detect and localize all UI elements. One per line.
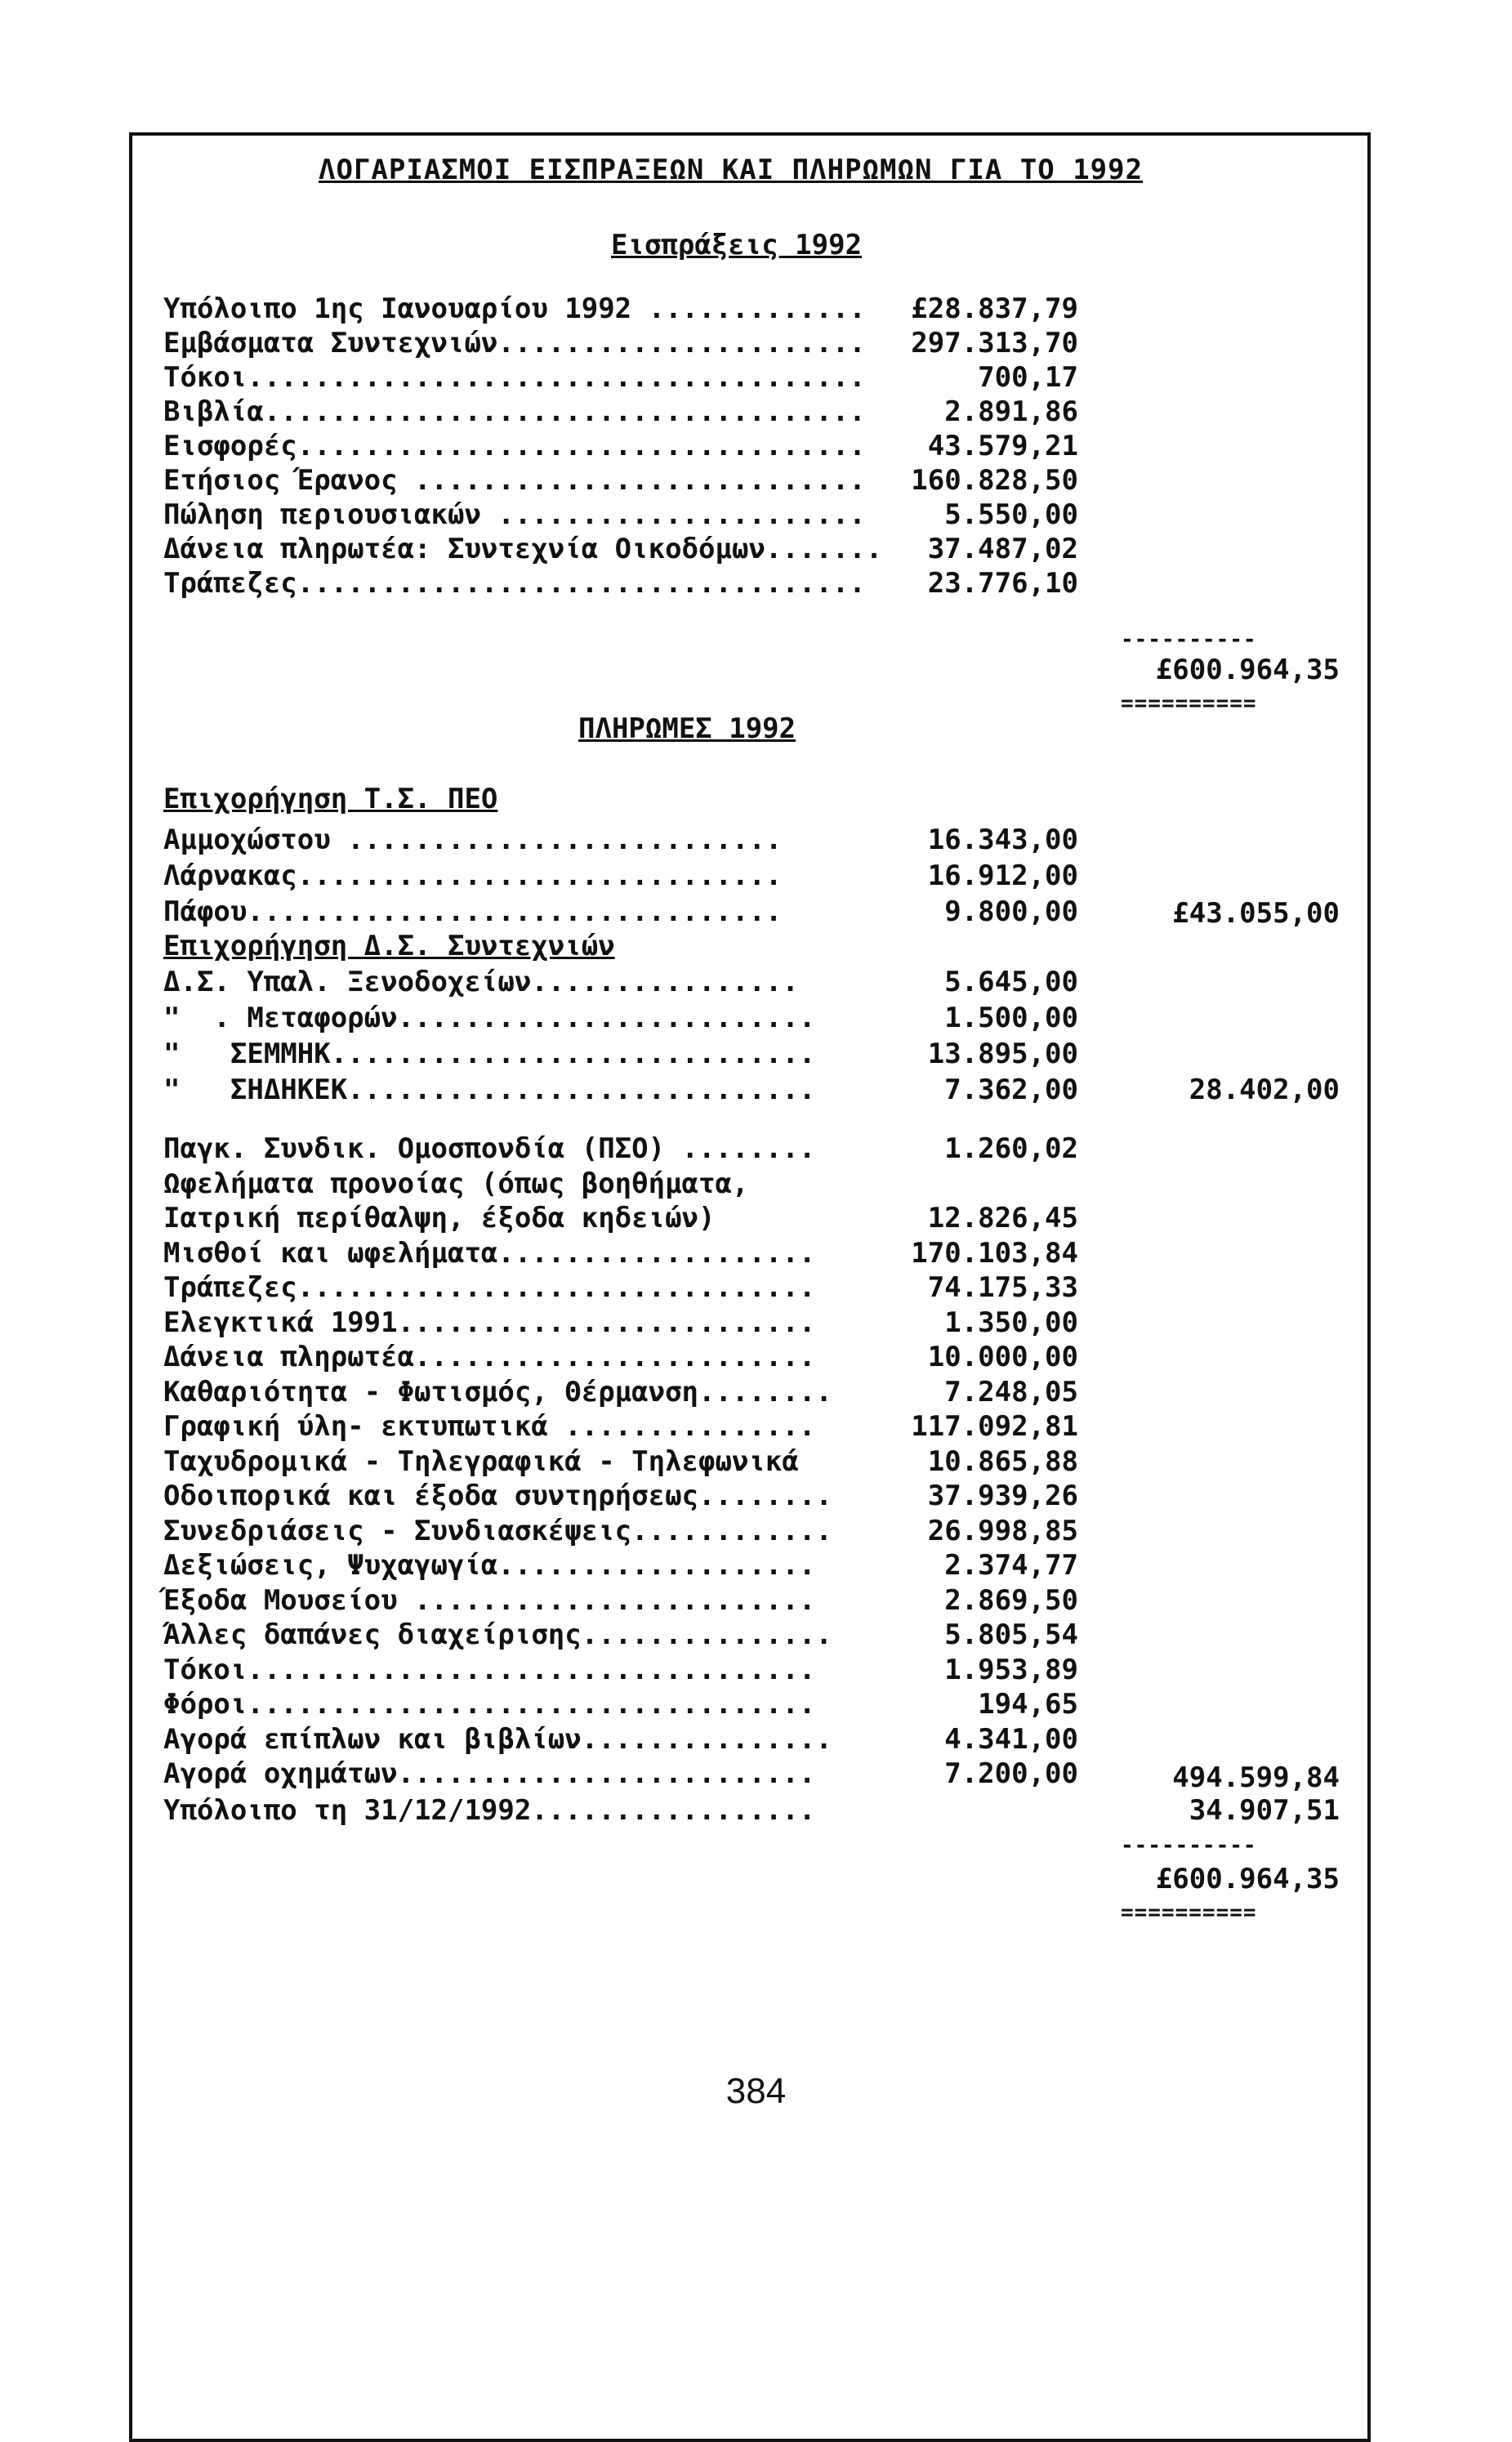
ledger-row-label: " ΣΕΜΜΗΚ............................. xyxy=(163,1038,816,1070)
ledger-row-amount: 23.776,10 xyxy=(927,567,1078,600)
ledger-row-label: Οδοιπορικά και έξοδα συντηρήσεως........ xyxy=(163,1480,832,1512)
ledger-row-label: Συνεδριάσεις - Συνδιασκέψεις............ xyxy=(163,1514,832,1547)
ledger-row-amount: 10.865,88 xyxy=(927,1444,1078,1478)
ledger-row-amount: 2.891,86 xyxy=(944,395,1078,428)
ledger-row-amount: 10.000,00 xyxy=(927,1341,1078,1373)
closing-balance-amount: 34.907,51 xyxy=(1189,1794,1340,1827)
ledger-row-label: Άλλες δαπάνες διαχείρισης............... xyxy=(163,1618,832,1651)
ledger-row-label: Τράπεζες............................... xyxy=(163,1271,816,1304)
subsidy-ts-total: £43.055,00 xyxy=(1172,897,1340,930)
payments-grand-total: £600.964,35 xyxy=(1155,1863,1340,1895)
ledger-row-label: Μισθοί και ωφελήματα................... xyxy=(163,1236,816,1270)
ledger-row-amount: 160.828,50 xyxy=(911,464,1078,497)
ledger-row-amount: 5.805,54 xyxy=(944,1618,1078,1651)
ledger-row-label: Τράπεζες.................................. xyxy=(163,567,866,600)
ledger-row-amount: 9.800,00 xyxy=(944,895,1078,928)
ledger-row-label: Λάρνακας............................. xyxy=(163,859,783,892)
page-number: 384 xyxy=(725,2071,787,2111)
ledger-row-amount: 7.200,00 xyxy=(944,1757,1078,1790)
ledger-row-label: Ταχυδρομικά - Τηλεγραφικά - Τηλεφωνικά xyxy=(163,1444,799,1478)
closing-balance-label: Υπόλοιπο τη 31/12/1992................. xyxy=(163,1794,816,1827)
ledger-row-amount: 117.092,81 xyxy=(911,1410,1078,1443)
ledger-row-amount: 37.487,02 xyxy=(927,533,1078,565)
subsidy-ds-total: 28.402,00 xyxy=(1189,1074,1340,1106)
ledger-row-amount: 700,17 xyxy=(978,361,1078,394)
ledger-row-label: Αμμοχώστου .......................... xyxy=(163,824,783,856)
ledger-row-amount: 4.341,00 xyxy=(944,1722,1078,1756)
ledger-row-label: " ΣΗΔΗΚΕΚ............................ xyxy=(163,1074,816,1106)
ledger-row-label: Τόκοι..................................... xyxy=(163,361,866,394)
receipts-double-rule: ========== xyxy=(1121,691,1257,716)
ledger-row-label: Τόκοι.................................. xyxy=(163,1653,816,1686)
ledger-row-label: Αγορά επίπλων και βιβλίων............... xyxy=(163,1722,832,1756)
ledger-row-label: Ελεγκτικά 1991......................... xyxy=(163,1306,816,1339)
ledger-row-amount: 194,65 xyxy=(978,1688,1078,1721)
ledger-row-amount: 37.939,26 xyxy=(927,1480,1078,1512)
ledger-row-label: Καθαριότητα - Φωτισμός, Θέρμανση........ xyxy=(163,1375,832,1409)
ledger-row-amount: 7.248,05 xyxy=(944,1375,1078,1409)
ledger-row-amount: 2.374,77 xyxy=(944,1549,1078,1582)
ledger-row-label: Ετήσιος Έρανος ........................... xyxy=(163,464,866,497)
ledger-row-label: Δάνεια πληρωτέα........................ xyxy=(163,1341,816,1373)
page-title: ΛΟΓΑΡΙΑΣΜΟΙ ΕΙΣΠΡΑΞΕΩΝ ΚΑΙ ΠΛΗΡΩΜΩΝ ΓΙΑ ΤΟ 1992 xyxy=(319,154,1144,186)
ledger-row-label: Γραφική ύλη- εκτυπωτικά ............... xyxy=(163,1410,816,1443)
ledger-row-amount: 1.953,89 xyxy=(944,1653,1078,1686)
receipts-separator: ---------- xyxy=(1121,627,1257,652)
ledger-row-amount: 16.343,00 xyxy=(927,824,1078,856)
ledger-row-label: Πάφου................................ xyxy=(163,895,783,928)
ledger-row-amount: 13.895,00 xyxy=(927,1038,1078,1070)
ledger-row-label: Βιβλία.................................... xyxy=(163,395,866,428)
ledger-row-amount: 7.362,00 xyxy=(944,1074,1078,1106)
ledger-row-amount: 26.998,85 xyxy=(927,1514,1078,1547)
ledger-row-amount: 2.869,50 xyxy=(944,1583,1078,1617)
payments-separator: ---------- xyxy=(1121,1833,1257,1858)
payments-double-rule: ========== xyxy=(1121,1900,1257,1925)
receipts-heading: Εισπράξεις 1992 xyxy=(611,229,863,261)
ledger-row-amount: 74.175,33 xyxy=(927,1271,1078,1304)
ledger-row-label: " . Μεταφορών......................... xyxy=(163,1002,816,1034)
ledger-row-amount: 297.313,70 xyxy=(911,327,1078,359)
ledger-row-amount: £28.837,79 xyxy=(911,292,1078,325)
subsidy-ts-heading: Επιχορήγηση Τ.Σ. ΠΕΟ xyxy=(163,783,498,815)
ledger-row-label: Παγκ. Συνδικ. Ομοσπονδία (ΠΣΟ) ........ xyxy=(163,1132,816,1165)
ledger-row-amount: 1.500,00 xyxy=(944,1002,1078,1034)
ledger-row-label: Φόροι.................................. xyxy=(163,1688,816,1721)
ledger-row-amount: 12.826,45 xyxy=(927,1202,1078,1234)
ledger-row-label: Αγορά οχημάτων......................... xyxy=(163,1757,816,1790)
ledger-row-label: Δάνεια πληρωτέα: Συντεχνία Οικοδόμων....... xyxy=(163,533,883,565)
receipts-total: £600.964,35 xyxy=(1155,654,1340,686)
ledger-row-amount: 5.550,00 xyxy=(944,498,1078,531)
ledger-row-amount: 1.350,00 xyxy=(944,1306,1078,1339)
ledger-row-label: Έξοδα Μουσείου ........................ xyxy=(163,1583,816,1617)
ledger-row-label: Εισφορές.................................. xyxy=(163,430,866,462)
ledger-row-label: Υπόλοιπο 1ης Ιανουαρίου 1992 ............. xyxy=(163,292,866,325)
ledger-row-amount: 170.103,84 xyxy=(911,1236,1078,1270)
ledger-row-label: Εμβάσματα Συντεχνιών...................... xyxy=(163,327,866,359)
ledger-row-amount: 43.579,21 xyxy=(927,430,1078,462)
ledger-row-amount: 5.645,00 xyxy=(944,966,1078,998)
ledger-row-amount: 16.912,00 xyxy=(927,859,1078,892)
ledger-row-label: Ωφελήματα προνοίας (όπως βοηθήματα, xyxy=(163,1167,749,1200)
ledger-row-label: Πώληση περιουσιακών ...................... xyxy=(163,498,866,531)
ledger-row-label: Ιατρική περίθαλψη, έξοδα κηδειών) xyxy=(163,1202,716,1234)
other-payments-total: 494.599,84 xyxy=(1172,1761,1340,1794)
ledger-row-label: Δεξιώσεις, Ψυχαγωγία................... xyxy=(163,1549,816,1582)
ledger-row-amount: 1.260,02 xyxy=(944,1132,1078,1165)
ledger-row-label: Δ.Σ. Υπαλ. Ξενοδοχείων................ xyxy=(163,966,799,998)
subsidy-ds-heading: Επιχορήγηση Δ.Σ. Συντεχνιών xyxy=(163,930,615,962)
payments-heading: ΠΛΗΡΩΜΕΣ 1992 xyxy=(578,712,796,745)
